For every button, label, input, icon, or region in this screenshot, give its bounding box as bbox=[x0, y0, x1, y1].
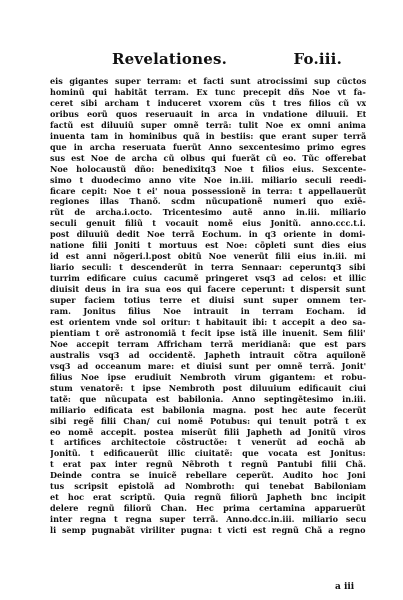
text-line: et hoc erat scriptũ. Quia regnũ filiorũ Japheth bnc incipit bbox=[50, 492, 366, 503]
text-line: eis gigantes super terram: et facti sunt atrocissimi sup cũctos bbox=[50, 76, 366, 86]
folio-number: Fo.iii. bbox=[293, 50, 342, 68]
signature-mark: a iii bbox=[335, 582, 355, 592]
text-line: filius Noe ipse erudiuit Nembroth virum gigantem: et robu- bbox=[50, 371, 366, 382]
text-line: sus est Noe de archa cũ olbus qui fuerãt cũ eo. Tũc offerebat bbox=[50, 152, 366, 163]
text-line: Jonitũ. t edificauerũt illic ciuitatẽ: que vocata est Jonitus: bbox=[50, 448, 366, 459]
text-line: inter regna t regna super terrã. Anno.dcc.in.iii. miliario secu bbox=[50, 514, 366, 525]
text-line: li semp pugnabãt viriliter pugna: t victi est regnũ Chã a regno bbox=[50, 525, 366, 536]
text-line: miliario edificata est babilonia magna. post hec aute fecerũt bbox=[50, 404, 366, 415]
text-line: id est anni nõgeri.l.post obitũ Noe venerũt filii eius in.iii. mi bbox=[50, 251, 366, 262]
text-block bbox=[50, 76, 366, 536]
text-line: delere regnũ filiorũ Chan. Hec prima certamina apparuerũt bbox=[50, 503, 366, 514]
text-line: que in archa reseruata fuerũt Anno sexcentesimo primo egres bbox=[50, 141, 366, 152]
text-line: Deinde contra se inuicẽ rebellare ceperũt. Audito hoc Joni bbox=[50, 470, 366, 481]
text-line: simo t duodecimo anno vite Noe in.iii. miliario seculi reedi- bbox=[50, 174, 366, 185]
text-line: super faciem totius terre et diuisi sunt super omnem ter- bbox=[50, 295, 366, 306]
text-line: tus scripsit epistolã ad Nombroth: qui tenebat Babiloniam bbox=[50, 481, 366, 492]
text-line: rũt de archa.i.octo. Tricentesimo autẽ anno in.iii. miliario bbox=[50, 207, 366, 218]
text-line: t erat pax inter regnũ Nẽbroth t regnũ Pantubi filii Chã. bbox=[50, 459, 366, 470]
text-line: eo nomẽ accepit. postea miserũt filii Japheth ad Jonitũ viros bbox=[50, 426, 366, 437]
text-line: diuisit deus in ira sua eos qui facere ceperunt: t dispersit sunt bbox=[50, 284, 366, 295]
text-line: seculi genuit filiũ t vocauit nomẽ eius Jonitũ. anno.ccc.t.i. bbox=[50, 218, 366, 229]
text-line: natione filii Joniti t mortuus est Noe: cõpleti sunt dies eius bbox=[50, 240, 366, 251]
text-line: liario seculi: t descenderũt in terra Sennaar: ceperuntq3 sibi bbox=[50, 262, 366, 273]
text-line: inuenta tam in hominibus quã in bestiis: que erant super terrã bbox=[50, 130, 366, 141]
text-line: pientiam t orẽ astronomiã t fecit ipse istã ille inuenit. Sem filii' bbox=[50, 327, 366, 338]
running-head bbox=[112, 50, 342, 72]
text-line: tatẽ: que nũcupata est babilonia. Anno septingẽtesimo in.iii. bbox=[50, 393, 366, 404]
text-line: Noe holocaustũ dño: benedixitq3 Noe t filios eius. Sexcente- bbox=[50, 163, 366, 174]
text-line: stum venatorẽ: t ipse Nembroth post diluuium edificauit ciui bbox=[50, 382, 366, 393]
text-line: factũ est diluuiũ super omnẽ terrã: tulit Noe ex omni anima bbox=[50, 119, 366, 130]
running-title: Revelationes. bbox=[112, 50, 228, 68]
text-line: regiones illas Thanõ. scdm nũcupationẽ numeri quo exiē- bbox=[50, 196, 366, 207]
text-line: vsq3 ad occeanum mare: et diuisi sunt per omnẽ terrã. Jonit' bbox=[50, 360, 366, 371]
text-line: turrim edificare cuius cacumẽ pringeret vsq3 ad celos: et illic bbox=[50, 273, 366, 284]
text-line: Noe accepit terram Affricham terrã meridianã: que est pars bbox=[50, 338, 366, 349]
text-line: sibi regẽ filii Chan/ cui nomẽ Potubus: qui tenuit potrã t ex bbox=[50, 415, 366, 426]
text-line: post diluuiũ dedit Noe terrã Eochum. in q3 oriente in domi- bbox=[50, 229, 366, 240]
text-line: ram. Jonitus filius Noe intrauit in terram Eocham. id bbox=[50, 306, 366, 317]
text-line: est orientem vnde sol oritur: t habitauit ibi: t accepit a deo sa- bbox=[50, 316, 366, 327]
text-line: oribus eorũ quos reseruauit in arca in vndatione diluuii. Et bbox=[50, 108, 366, 119]
text-line: australis vsq3 ad occidentẽ. Japheth intrauit cõtra aquilonẽ bbox=[50, 349, 366, 360]
text-line: ficare cepit: Noe t ei' noua possessionẽ in terra: t appellauerũt bbox=[50, 185, 366, 196]
text-line: hominũ qui habitãt terram. Ex tunc precepit dñs Noe vt fa- bbox=[50, 86, 366, 97]
text-line: ceret sibi archam t induceret vxorem cũs t tres filios cũ vx bbox=[50, 97, 366, 108]
text-line: t artifices architectoie cõstructõe: t venerũt ad eochã ab bbox=[50, 437, 366, 448]
